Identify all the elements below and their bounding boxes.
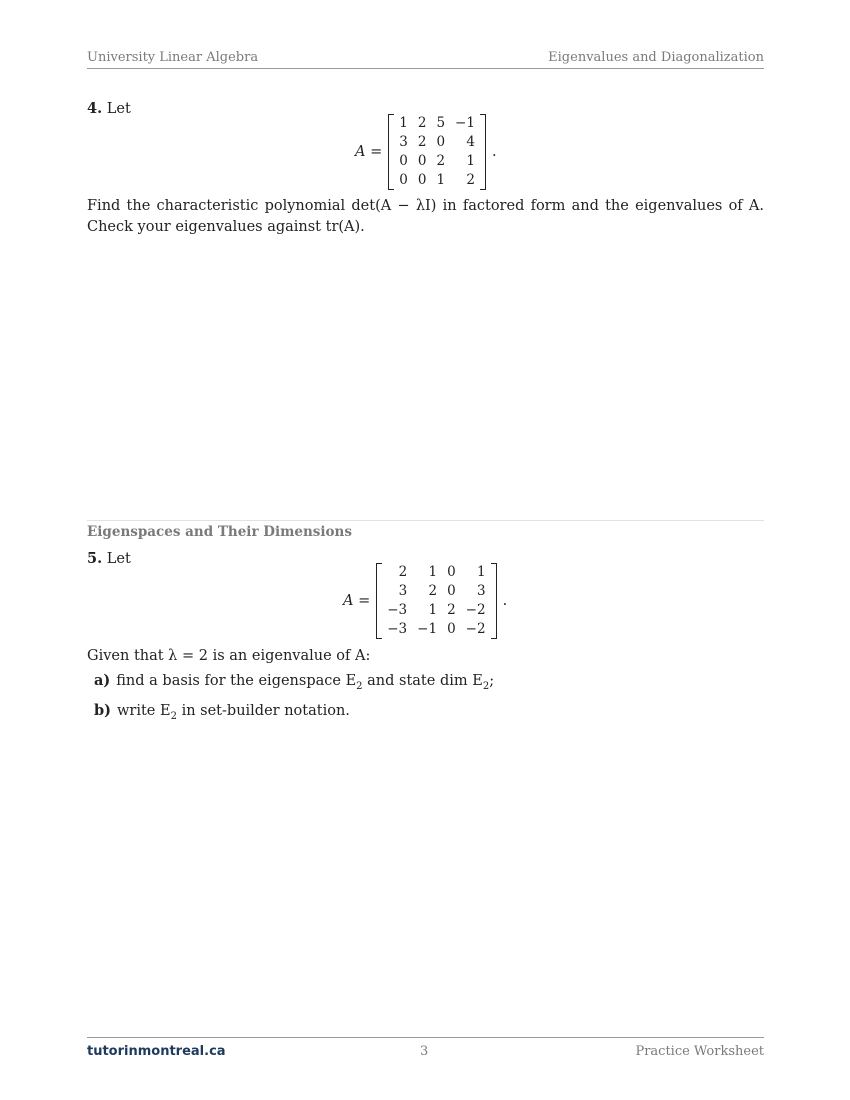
part-b <box>94 700 350 727</box>
matrix-entry: 0 <box>447 564 456 580</box>
matrix-entry: 1 <box>466 153 475 169</box>
part-a <box>94 670 494 697</box>
matrix-entry: 1 <box>428 564 438 580</box>
matrix-entry: −2 <box>465 621 486 637</box>
part-text: ; <box>489 673 495 689</box>
worksheet-label: Practice Worksheet <box>635 1044 764 1059</box>
problem-lead: Let <box>106 101 131 117</box>
course-title: University Linear Algebra <box>87 50 259 65</box>
matrix-entry: 0 <box>417 172 427 188</box>
matrix-entry: 1 <box>428 602 438 618</box>
section-title: Eigenspaces and Their Dimensions <box>87 524 352 540</box>
matrix-entry: 2 <box>466 172 475 188</box>
matrix-entry: 0 <box>447 583 456 599</box>
problem-5-given: Given that λ = 2 is an eigenvalue of A: <box>87 648 371 664</box>
subscript: 2 <box>356 680 363 692</box>
matrix-entry: 1 <box>476 564 486 580</box>
matrix-entry: −3 <box>387 621 408 637</box>
problem-4-intro <box>87 98 131 120</box>
matrix-entry: 0 <box>436 134 446 150</box>
matrix-entry: 0 <box>399 153 408 169</box>
matrix-entry: 5 <box>436 115 446 131</box>
matrix-entry: 1 <box>399 115 408 131</box>
problem-lead: Let <box>106 551 131 567</box>
matrix-lhs: A = <box>343 593 371 609</box>
matrix-entry: 2 <box>398 564 408 580</box>
matrix-entry: −2 <box>465 602 486 618</box>
matrix-entry: 0 <box>399 172 408 188</box>
right-bracket <box>480 114 486 190</box>
part-text: write E <box>117 703 171 719</box>
problem-5-intro <box>87 548 131 570</box>
matrix <box>376 563 496 639</box>
part-text: find a basis for the eigenspace E <box>116 673 357 689</box>
period: . <box>502 593 508 609</box>
matrix-equation <box>355 114 497 190</box>
page-footer <box>87 1037 764 1062</box>
chapter-title: Eigenvalues and Diagonalization <box>548 50 764 65</box>
problem-number: 5. <box>87 550 103 567</box>
section-divider <box>87 520 764 521</box>
matrix-entry: 1 <box>436 172 446 188</box>
page-header <box>87 50 764 69</box>
part-label: a) <box>94 672 111 689</box>
matrix-entry: 2 <box>417 134 427 150</box>
matrix-equation <box>343 563 507 639</box>
period: . <box>491 144 497 160</box>
subscript: 2 <box>482 680 490 692</box>
subscript: 2 <box>170 710 177 722</box>
part-text: in set-builder notation. <box>176 703 350 719</box>
matrix-entry: 3 <box>398 583 408 599</box>
matrix-entry: −3 <box>387 602 408 618</box>
problem-4-text: Find the characteristic polynomial det(A − λI) in factored form and the eigenvalues of A. Check your eigenvalues against tr(A). <box>87 198 764 235</box>
matrix-entry: 2 <box>417 115 427 131</box>
matrix-entry: 4 <box>466 134 475 150</box>
matrix-entry: −1 <box>455 115 475 131</box>
part-text: and state dim E <box>362 673 483 689</box>
matrix-entries <box>382 563 490 639</box>
matrix-entry: 2 <box>447 602 456 618</box>
matrix-entry: −1 <box>417 621 438 637</box>
matrix-entry: 2 <box>428 583 438 599</box>
matrix-entries <box>394 114 480 190</box>
part-label: b) <box>94 702 111 719</box>
matrix-entry: 2 <box>436 153 446 169</box>
matrix-entry: 3 <box>399 134 408 150</box>
site-link[interactable]: tutorinmontreal.ca <box>87 1044 226 1059</box>
matrix-entry: 0 <box>417 153 427 169</box>
page-number: 3 <box>420 1044 429 1059</box>
matrix-entry: 3 <box>476 583 486 599</box>
right-bracket <box>491 563 497 639</box>
matrix-entry: 0 <box>447 621 456 637</box>
matrix <box>388 114 486 190</box>
problem-number: 4. <box>87 100 103 117</box>
matrix-lhs: A = <box>355 144 383 160</box>
